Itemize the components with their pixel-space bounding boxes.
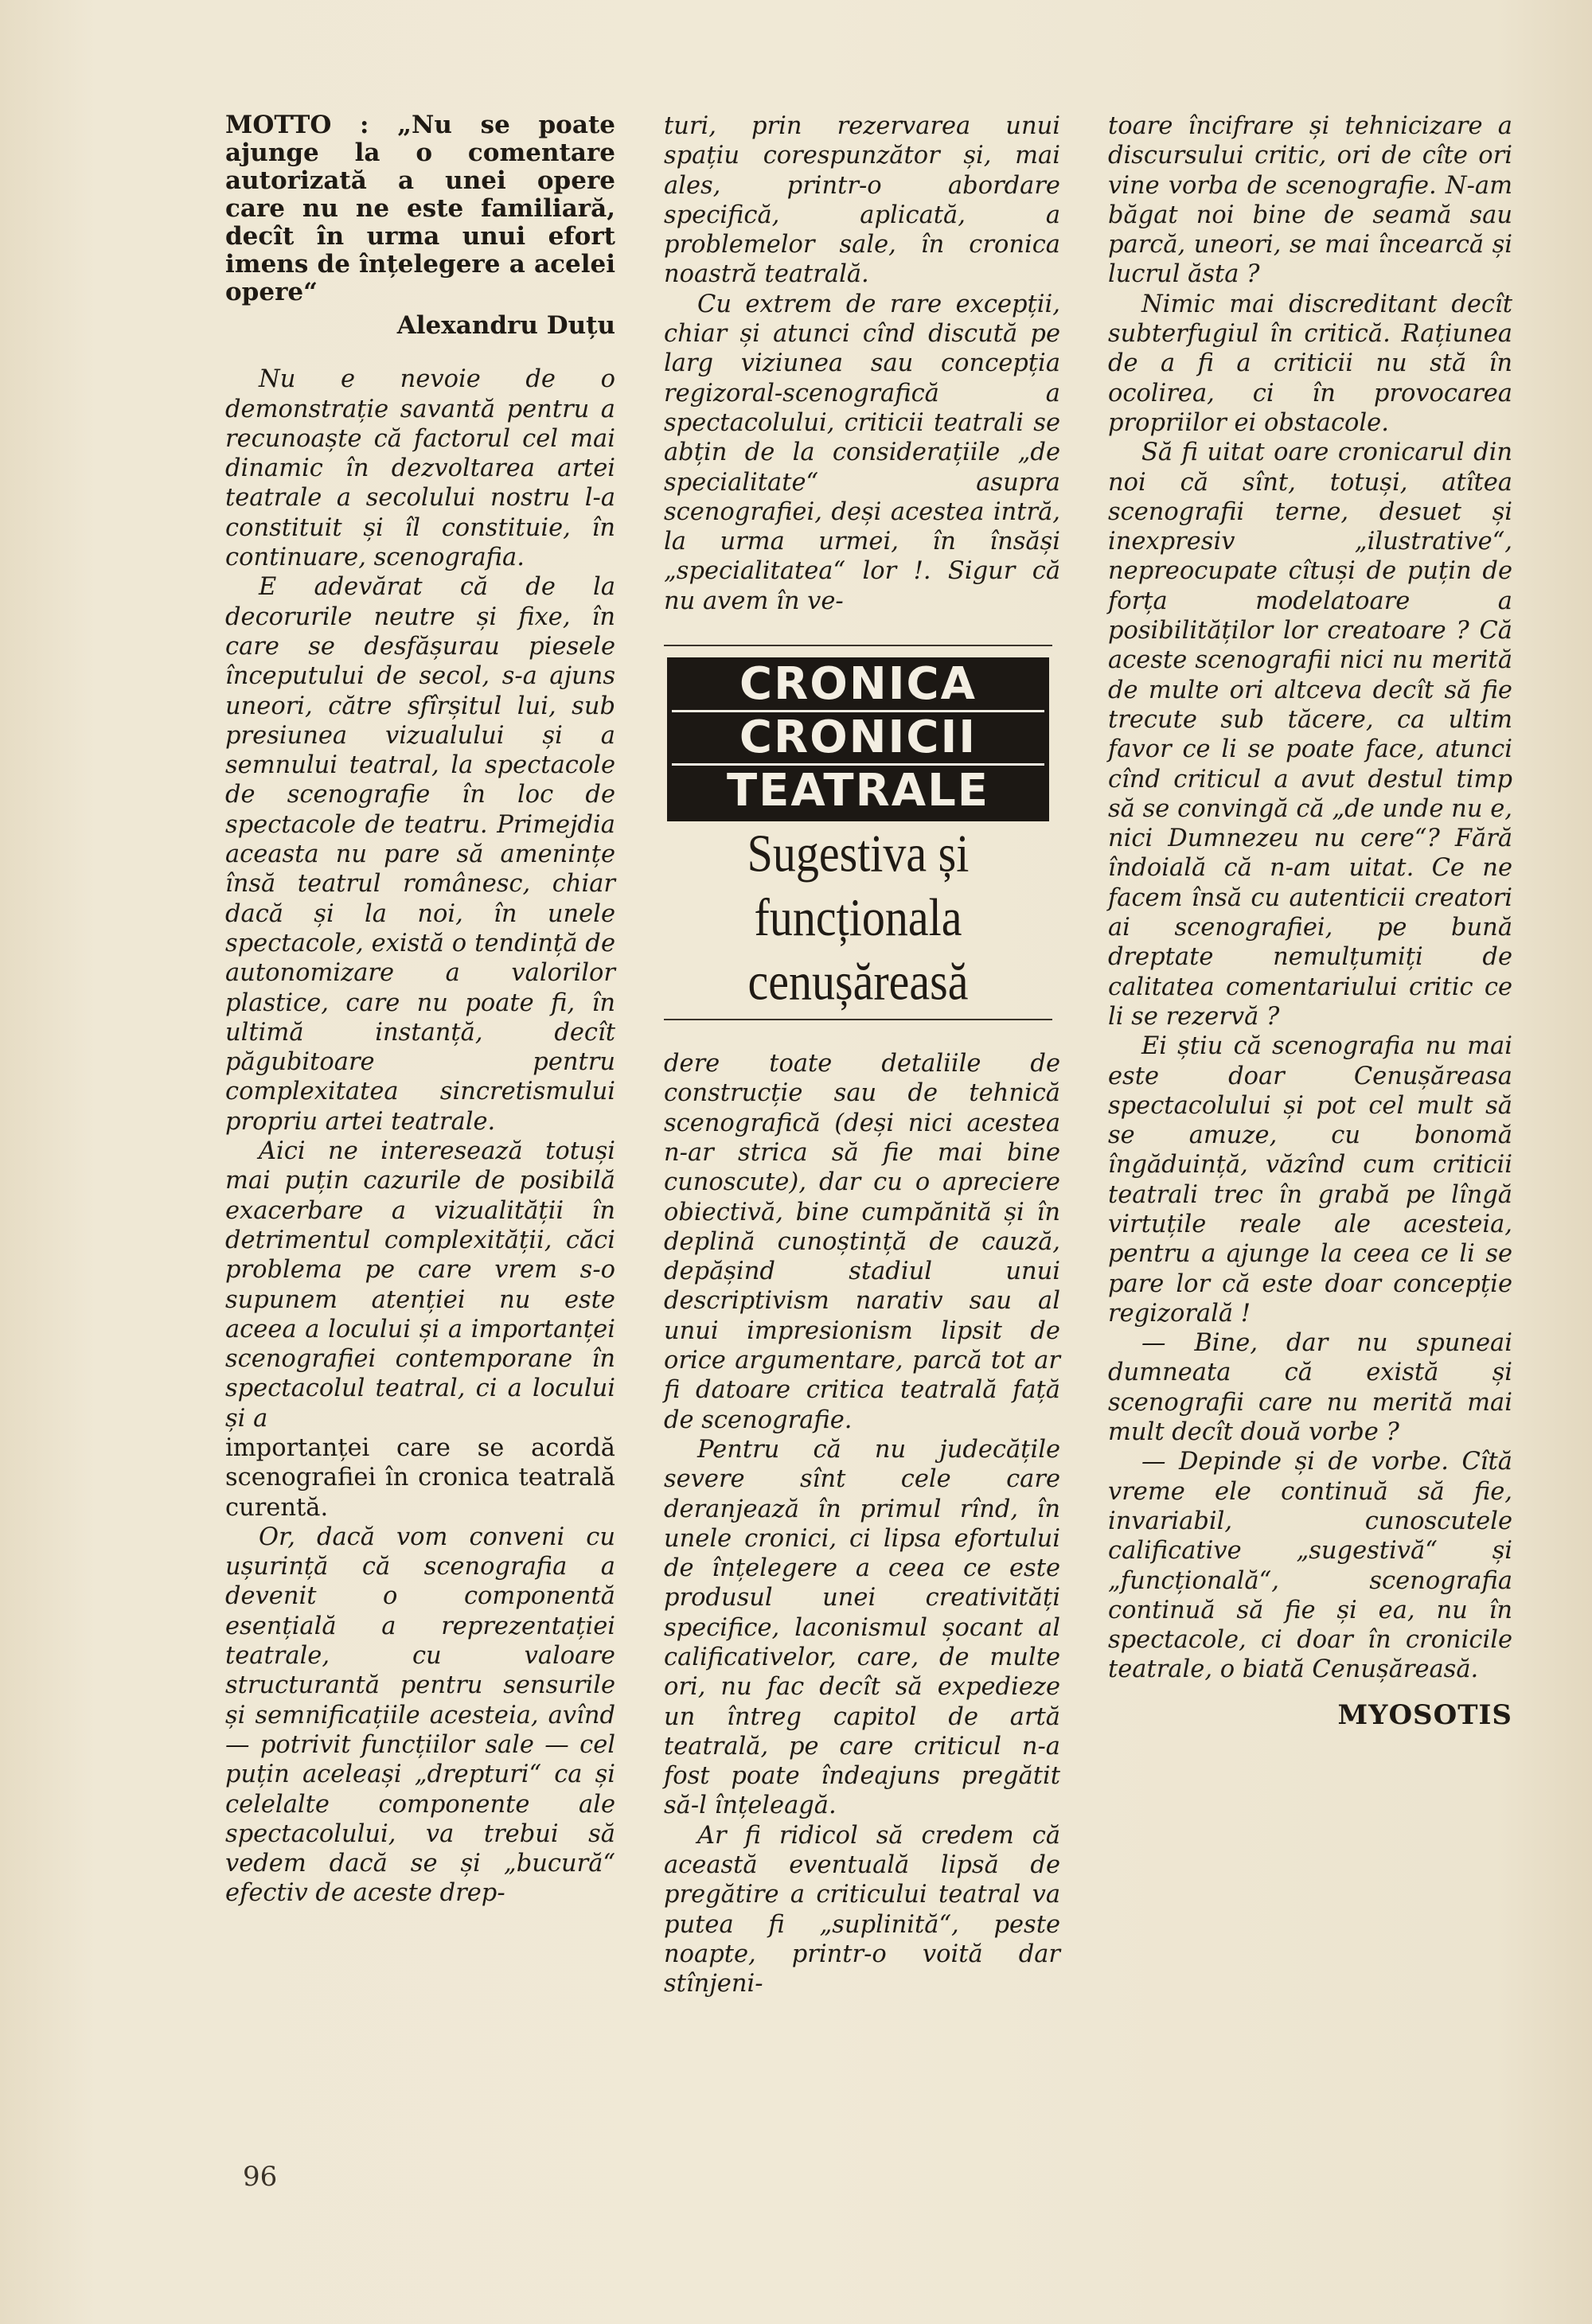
page-number: 96: [243, 2161, 278, 2193]
paragraph: dere toate detaliile de construcție sau de tehnică scenografică (deși nici acestea n-ar strica să fie mai bine cunoscute), dar cu o apreciere obiectivă, bine cumpănită și în deplină cunoștință de cauză, depășind stadiul unui descriptivism narativ sau al unui impresionism lipsit de orice argumentare, parcă tot ar fi datoare critica teatrală față de scenografie.: [664, 1050, 1060, 1434]
paragraph: Ei știu că scenografia nu mai este doar Cenușăreasa spectacolului și pot cel mult să se amuze, cu bonomă îngăduință, văzînd cum criticii teatrali trec în grabă pe lîngă virtuțile reale ale acesteia, pentru a ajunge la ceea ce li se pare lor că este doar concepție regizorală !: [1108, 1032, 1512, 1328]
motto: MOTTO : „Nu se poate ajunge la o comentare autorizată a unei opere care nu ne este familiară, decît în urma unui efort imens de înțelegere a acelei opere“: [225, 111, 615, 306]
column-1: [225, 111, 615, 1909]
headline-line: funcționala: [754, 887, 962, 947]
paragraph: Nu e nevoie de o demonstrație savantă pentru a recunoaște că factorul cel mai dinamic în dezvoltarea artei teatrale a secolului nostru l-a constituit și îl constituie, în continuare, scenografia.: [225, 365, 615, 572]
rubric-box: [664, 645, 1052, 1020]
paragraph: turi, prin rezervarea unui spațiu corespunzător și, mai ales, printr-o abordare specifică, aplicată, a problemelor sale, în cronica noastră teatrală.: [664, 112, 1060, 289]
paragraph: Or, dacă vom conveni cu ușurință că scenografia a devenit o componentă esențială a reprezentației teatrale, cu valoare structurantă pentru sensurile și semnificațiile acesteia, avînd — potrivit funcțiilor sale — cel puțin aceleași „drepturi“ ca și celelalte componente ale spectacolului, va trebui să vedem dacă se și „bucură“ efectiv de aceste drep-: [225, 1523, 615, 1908]
paragraph: — Bine, dar nu spuneai dumneata că există și scenografii care nu merită mai mult decît două vorbe ?: [1108, 1329, 1512, 1447]
paragraph: E adevărat că de la decorurile neutre și fixe, în care se desfășurau piesele începutului de secol, s-a ajuns uneori, către sfîrșitul lui, sub presiunea vizualului și a semnului teatral, la spectacole de scenografie în loc de spectacole de teatru. Primejdia aceasta nu pare să amenințe însă teatrul românesc, chiar dacă și la noi, în unele spectacole, există o tendință de autonomizare a valorilor plastice, care nu poate fi, în ultimă instanță, decît păgubitoare pentru complexitatea sincretismului propriu artei teatrale.: [225, 573, 615, 1136]
paragraph: Ar fi ridicol să credem că această eventuală lipsă de pregătire a criticului teatral va putea fi „suplinită“, peste noapte, printr-o voită dar stînjeni-: [664, 1821, 1060, 1998]
rubric-banner-line: CRONICII: [672, 716, 1044, 766]
paragraph: Nimic mai discreditant decît subterfugiul în critică. Rațiunea de a fi a criticii nu stă în ocolirea, ci în provocarea propriilor ei obstacole.: [1108, 290, 1512, 437]
rubric-banner-line: TEATRALE: [726, 765, 990, 817]
motto-author: Alexandru Duțu: [396, 311, 615, 340]
paragraph: Cu extrem de rare excepții, chiar și atunci cînd discută pe larg viziunea sau concepția regizoral-scenografică a spectacolului, criticii teatrali se abțin de la considerațiile „de specialitate“ asupra scenografiei, deși acestea intră, la urma urmei, în însăși „specialitatea“ lor !. Sigur că nu avem în ve-: [664, 290, 1060, 615]
paragraph: — Depinde și de vorbe. Cîtă vreme ele continuă să fie, invariabil, cunoscutele calificative „sugestivă“ și „funcțională“, scenografia continuă să fie și ea, nu în spectacole, ci doar în cronicile teatrale, o biată Cenușăreasă.: [1108, 1448, 1512, 1684]
rubric-banner-line: CRONICA: [672, 662, 1044, 712]
column-2: [664, 111, 1060, 1999]
paragraph: Să fi uitat oare cronicarul din noi că sînt, totuși, atîtea scenografii terne, desuet și inexpresiv „ilustrative“, nepreocupate cîtuși de puțin de forța modelatoare a posibilităților lor creatoare ? Că aceste scenografii nici nu merită de multe ori altceva decît să fie trecute sub tăcere, ca ultim favor ce li se poate face, atunci cînd criticul a avut destul timp să se convingă că „de unde nu e, nici Dumnezeu nu cere“? Fără îndoială că n-am uitat. Ce ne facem însă cu autenticii creatori ai scenografiei, pe bună dreptate nemulțumiți de calitatea comentariului critic ce li se rezervă ?: [1108, 439, 1512, 1031]
column-3: [1108, 111, 1512, 1730]
rubric-banner: [667, 657, 1049, 821]
author-signature: MYOSOTIS: [1337, 1698, 1512, 1731]
article-headline: [664, 821, 1052, 1014]
headline-line: Sugestiva și: [747, 823, 970, 883]
paragraph: toare încifrare și tehnicizare a discursului critic, ori de cîte ori vine vorba de scenografie. N-am băgat noi bine de seamă sau parcă, uneori, se mai încearcă și lucrul ăsta ?: [1108, 112, 1512, 289]
paragraph: Aici ne interesează totuși mai puțin cazurile de posibilă exacerbare a vizualității în detrimentul complexității, căci problema pe care vrem s-o supunem atenției nu este aceea a locului și a importanței scenografiei contemporane în spectacolul teatral, ci a locului și a: [225, 1137, 615, 1433]
paragraph: importanței care se acordă scenografiei în cronica teatrală curentă.: [225, 1433, 615, 1522]
paragraph: Pentru că nu judecățile severe sînt cele care deranjează în primul rînd, în unele cronici, ci lipsa efortului de înțelegere a ceea ce este produsul unei creativități specifice, laconismul șocant al calificativelor, care, de multe ori, nu fac decît să expedieze un întreg capitol de artă teatrală, pe care criticul n-a fost poate îndeajuns pregătit să-l înțeleagă.: [664, 1435, 1060, 1820]
headline-line: cenușăreasă: [747, 951, 969, 1012]
